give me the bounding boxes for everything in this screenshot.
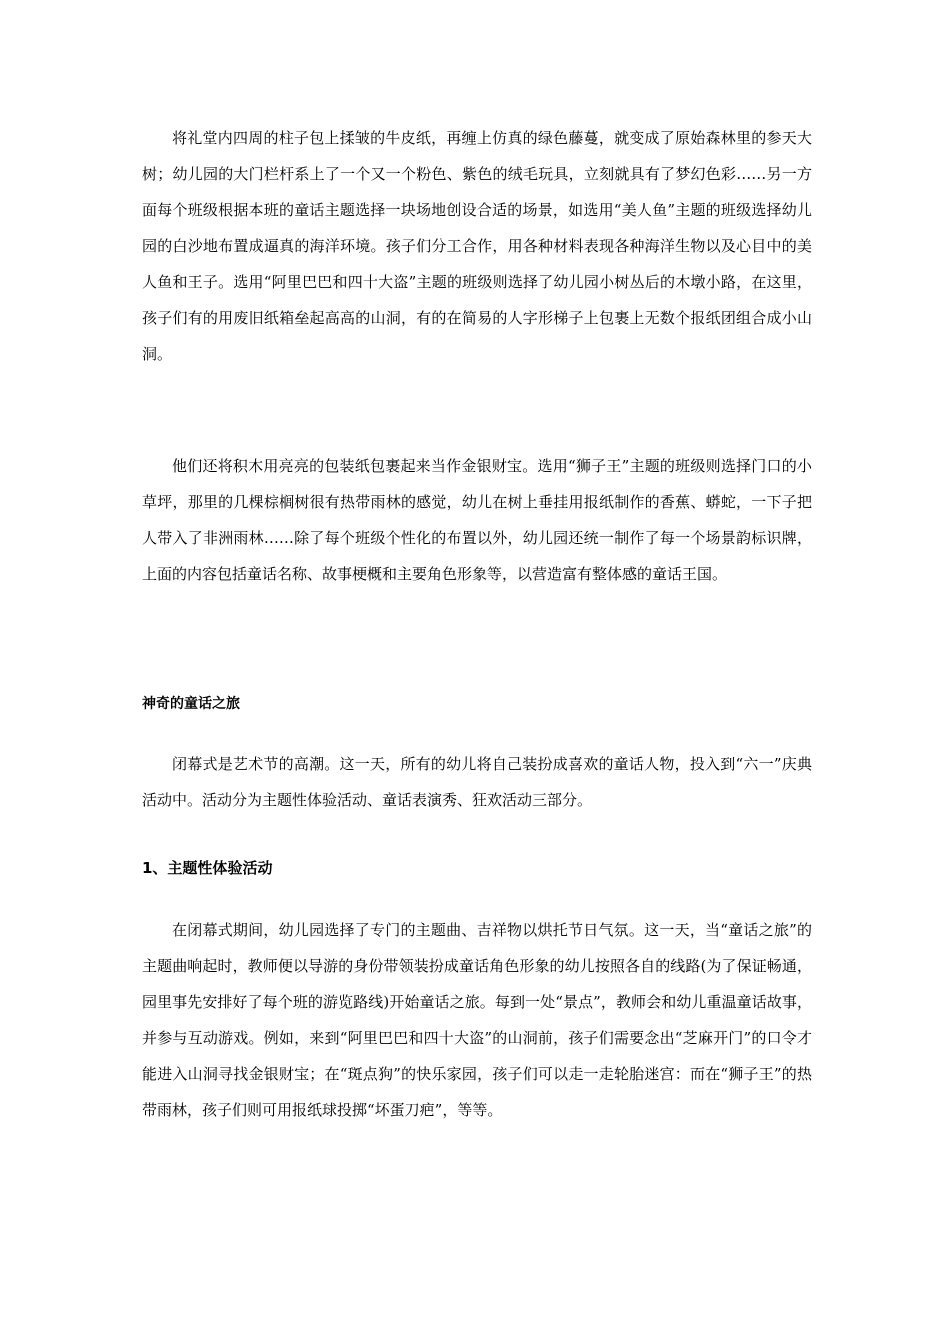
paragraph-treasure-scenes: 他们还将积木用亮亮的包装纸包裹起来当作金银财宝。选用“狮子王”主题的班级则选择门口的小草坪，那里的几棵棕榈树很有热带雨林的感觉，幼儿在树上垂挂用报纸制作的香蕉、蟒蛇，一下子把人带入了非洲雨林……除了每个班级个性化的布置以外，幼儿园还统一制作了每一个场景韵标识牌，上面的内容包括童话名称、故事梗概和主要角色形象等，以营造富有整体感的童话王国。 — [142, 457, 812, 583]
paragraph-closing-ceremony: 闭幕式是艺术节的高潮。这一天，所有的幼儿将自己装扮成喜欢的童话人物，投入到“六一”庆典活动中。活动分为主题性体验活动、童话表演秀、狂欢活动三部分。 — [142, 755, 812, 809]
paragraph-themed-activities: 在闭幕式期间，幼儿园选择了专门的主题曲、吉祥物以烘托节日气氛。这一天，当“童话之旅”的主题曲响起时，教师便以导游的身份带领装扮成童话角色形象的幼儿按照各自的线路(为了保证畅通，园里事先安排好了每个班的游览路线)开始童话之旅。每到一处“景点”，教师会和幼儿重温童话故事，并参与互动游戏。例如，来到“阿里巴巴和四十大盗”的山洞前，孩子们需要念出“芝麻开门”的口令才能进入山洞寻找金银财宝；在“斑点狗”的快乐家园，孩子们可以走一走轮胎迷宫：而在“狮子王”的热带雨林，孩子们则可用报纸球投掷“坏蛋刀疤”，等等。 — [142, 921, 812, 1119]
section-heading-themed-activities: 1、主题性体验活动 — [142, 859, 273, 877]
section-heading-fairy-tale-journey: 神奇的童话之旅 — [142, 696, 240, 712]
paragraph-decorations: 将礼堂内四周的柱子包上揉皱的牛皮纸，再缠上仿真的绿色藤蔓，就变成了原始森林里的参天大树；幼儿园的大门栏杆系上了一个又一个粉色、紫色的绒毛玩具，立刻就具有了梦幻色彩……另一方面每个班级根据本班的童话主题选择一块场地创设合适的场景，如选用“美人鱼”主题的班级选择幼儿园的白沙地布置成逼真的海洋环境。孩子们分工合作，用各种材料表现各种海洋生物以及心目中的美人鱼和王子。选用“阿里巴巴和四十大盗”主题的班级则选择了幼儿园小树丛后的木墩小路，在这里，孩子们有的用废旧纸箱垒起高高的山洞，有的在简易的人字形梯子上包裹上无数个报纸团组合成小山洞。 — [142, 129, 812, 363]
